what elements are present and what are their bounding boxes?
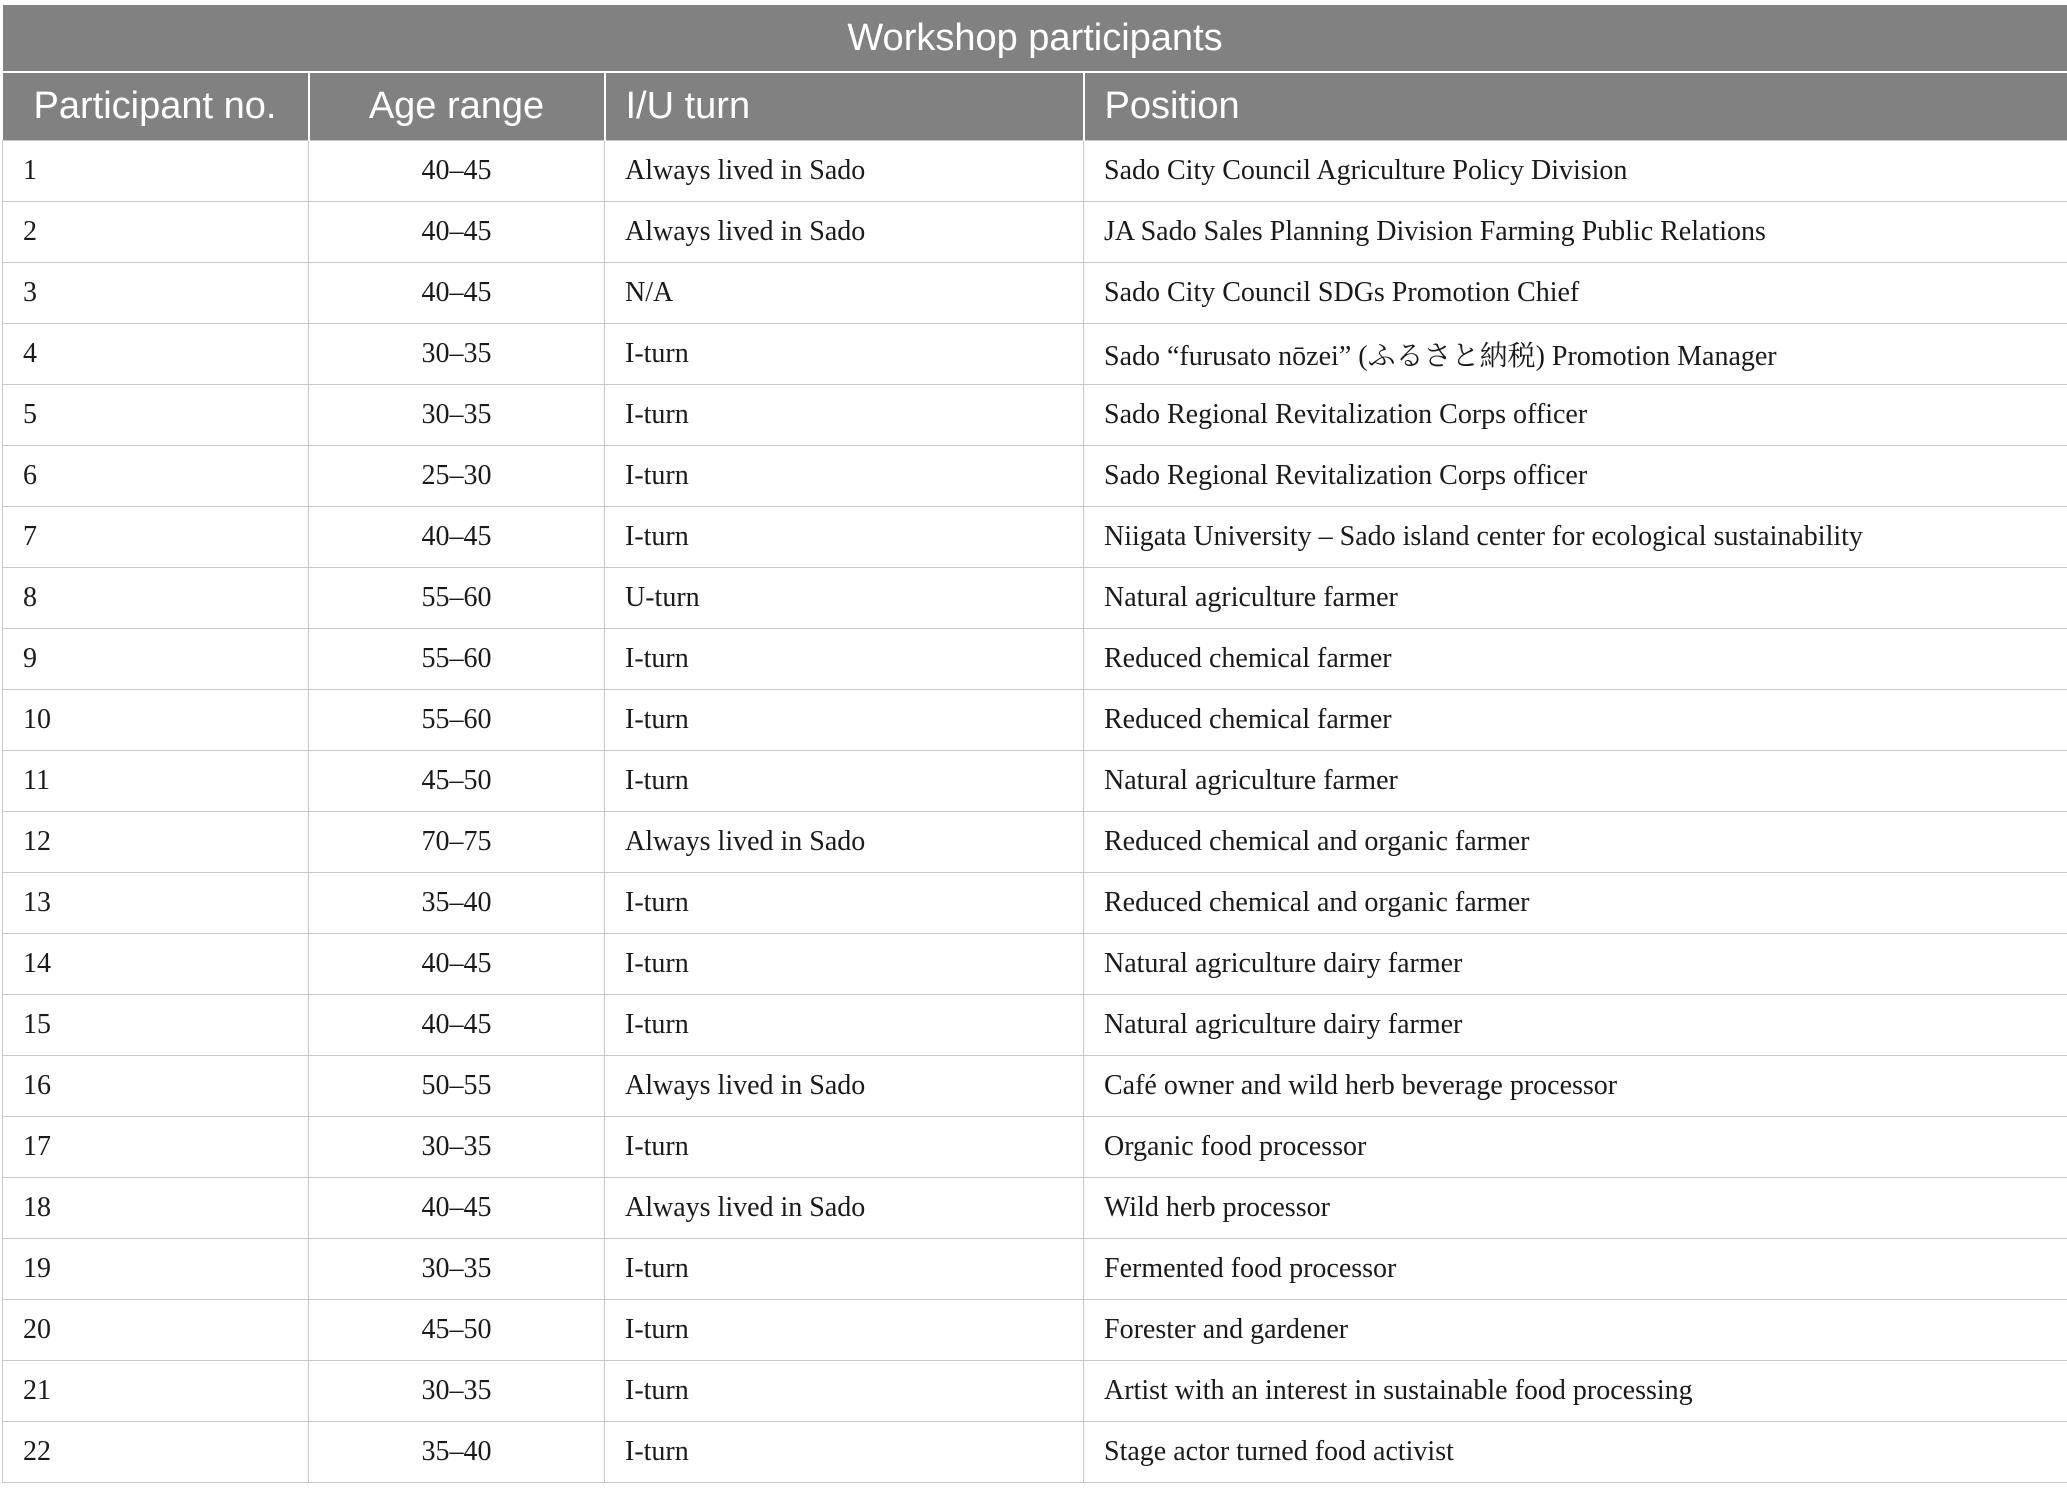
- iu-turn-cell: Always lived in Sado: [605, 812, 1084, 873]
- iu-turn-cell: I-turn: [605, 751, 1084, 812]
- table-body: [3, 141, 2067, 1483]
- table-row: [3, 995, 2067, 1056]
- table-row: [3, 1178, 2067, 1239]
- iu-turn-cell: I-turn: [605, 995, 1084, 1056]
- position-cell: Fermented food processor: [1084, 1239, 2067, 1300]
- position-cell: Sado City Council Agriculture Policy Division: [1084, 141, 2067, 202]
- table-row: [3, 812, 2067, 873]
- age-range-cell: 55–60: [309, 629, 605, 690]
- participant-no-cell: 11: [3, 751, 309, 812]
- column-header-row: [3, 72, 2067, 141]
- age-range-cell: 45–50: [309, 1300, 605, 1361]
- participant-no-cell: 1: [3, 141, 309, 202]
- position-cell: Sado Regional Revitalization Corps officer: [1084, 446, 2067, 507]
- participant-no-cell: 2: [3, 202, 309, 263]
- participant-no-cell: 15: [3, 995, 309, 1056]
- table-row: [3, 751, 2067, 812]
- table-row: [3, 141, 2067, 202]
- table-row: [3, 324, 2067, 385]
- position-cell: Stage actor turned food activist: [1084, 1422, 2067, 1483]
- participant-no-cell: 10: [3, 690, 309, 751]
- iu-turn-cell: I-turn: [605, 507, 1084, 568]
- participant-no-cell: 19: [3, 1239, 309, 1300]
- iu-turn-cell: I-turn: [605, 690, 1084, 751]
- position-cell: JA Sado Sales Planning Division Farming Public Relations: [1084, 202, 2067, 263]
- participant-no-cell: 17: [3, 1117, 309, 1178]
- table-row: [3, 1239, 2067, 1300]
- table-title-row: [3, 5, 2067, 72]
- age-range-cell: 55–60: [309, 690, 605, 751]
- table-row: [3, 1300, 2067, 1361]
- position-cell: Sado Regional Revitalization Corps officer: [1084, 385, 2067, 446]
- age-range-cell: 40–45: [309, 507, 605, 568]
- participant-no-cell: 6: [3, 446, 309, 507]
- table-row: [3, 385, 2067, 446]
- position-cell: Reduced chemical and organic farmer: [1084, 873, 2067, 934]
- table-row: [3, 1361, 2067, 1422]
- table-row: [3, 202, 2067, 263]
- participant-no-cell: 7: [3, 507, 309, 568]
- age-range-cell: 30–35: [309, 1117, 605, 1178]
- position-cell: Natural agriculture dairy farmer: [1084, 995, 2067, 1056]
- iu-turn-cell: Always lived in Sado: [605, 1178, 1084, 1239]
- table-row: [3, 690, 2067, 751]
- age-range-cell: 55–60: [309, 568, 605, 629]
- age-range-cell: 30–35: [309, 1361, 605, 1422]
- table-row: [3, 507, 2067, 568]
- position-cell: Artist with an interest in sustainable food processing: [1084, 1361, 2067, 1422]
- age-range-cell: 35–40: [309, 1422, 605, 1483]
- age-range-cell: 30–35: [309, 385, 605, 446]
- age-range-cell: 40–45: [309, 141, 605, 202]
- iu-turn-cell: I-turn: [605, 1361, 1084, 1422]
- position-cell: Natural agriculture farmer: [1084, 751, 2067, 812]
- position-cell: Organic food processor: [1084, 1117, 2067, 1178]
- iu-turn-cell: I-turn: [605, 1422, 1084, 1483]
- age-range-cell: 40–45: [309, 995, 605, 1056]
- iu-turn-cell: I-turn: [605, 1300, 1084, 1361]
- position-cell: Wild herb processor: [1084, 1178, 2067, 1239]
- iu-turn-cell: Always lived in Sado: [605, 1056, 1084, 1117]
- table-row: [3, 446, 2067, 507]
- iu-turn-cell: N/A: [605, 263, 1084, 324]
- age-range-cell: 40–45: [309, 263, 605, 324]
- participant-no-cell: 9: [3, 629, 309, 690]
- column-header-iu-turn: I/U turn: [605, 72, 1084, 141]
- table-row: [3, 1056, 2067, 1117]
- position-cell: Reduced chemical and organic farmer: [1084, 812, 2067, 873]
- participant-no-cell: 13: [3, 873, 309, 934]
- participant-no-cell: 18: [3, 1178, 309, 1239]
- position-cell: Niigata University – Sado island center for ecological sustainability: [1084, 507, 2067, 568]
- table-row: [3, 934, 2067, 995]
- participant-no-cell: 20: [3, 1300, 309, 1361]
- position-cell: Café owner and wild herb beverage processor: [1084, 1056, 2067, 1117]
- column-header-participant-no: Participant no.: [3, 72, 309, 141]
- position-cell: Forester and gardener: [1084, 1300, 2067, 1361]
- iu-turn-cell: Always lived in Sado: [605, 141, 1084, 202]
- age-range-cell: 45–50: [309, 751, 605, 812]
- participant-no-cell: 21: [3, 1361, 309, 1422]
- age-range-cell: 70–75: [309, 812, 605, 873]
- position-cell: Natural agriculture dairy farmer: [1084, 934, 2067, 995]
- participants-table: [2, 5, 2067, 1483]
- participant-no-cell: 14: [3, 934, 309, 995]
- iu-turn-cell: I-turn: [605, 1117, 1084, 1178]
- iu-turn-cell: U-turn: [605, 568, 1084, 629]
- iu-turn-cell: I-turn: [605, 873, 1084, 934]
- iu-turn-cell: I-turn: [605, 629, 1084, 690]
- position-cell: Sado “furusato nōzei” (ふるさと納税) Promotion Manager: [1084, 324, 2067, 385]
- age-range-cell: 25–30: [309, 446, 605, 507]
- participant-no-cell: 22: [3, 1422, 309, 1483]
- participant-no-cell: 12: [3, 812, 309, 873]
- age-range-cell: 40–45: [309, 1178, 605, 1239]
- position-cell: Sado City Council SDGs Promotion Chief: [1084, 263, 2067, 324]
- column-header-age-range: Age range: [309, 72, 605, 141]
- column-header-position: Position: [1084, 72, 2067, 141]
- table-row: [3, 263, 2067, 324]
- age-range-cell: 50–55: [309, 1056, 605, 1117]
- table-row: [3, 568, 2067, 629]
- table-row: [3, 629, 2067, 690]
- iu-turn-cell: Always lived in Sado: [605, 202, 1084, 263]
- iu-turn-cell: I-turn: [605, 446, 1084, 507]
- position-cell: Natural agriculture farmer: [1084, 568, 2067, 629]
- participant-no-cell: 4: [3, 324, 309, 385]
- iu-turn-cell: I-turn: [605, 1239, 1084, 1300]
- table-row: [3, 1422, 2067, 1483]
- iu-turn-cell: I-turn: [605, 934, 1084, 995]
- age-range-cell: 30–35: [309, 1239, 605, 1300]
- age-range-cell: 30–35: [309, 324, 605, 385]
- participant-no-cell: 8: [3, 568, 309, 629]
- iu-turn-cell: I-turn: [605, 385, 1084, 446]
- table-row: [3, 1117, 2067, 1178]
- age-range-cell: 40–45: [309, 934, 605, 995]
- age-range-cell: 40–45: [309, 202, 605, 263]
- participant-no-cell: 5: [3, 385, 309, 446]
- table-title: Workshop participants: [3, 5, 2067, 72]
- participant-no-cell: 3: [3, 263, 309, 324]
- participants-table-container: [2, 5, 2067, 1483]
- table-row: [3, 873, 2067, 934]
- participant-no-cell: 16: [3, 1056, 309, 1117]
- position-cell: Reduced chemical farmer: [1084, 690, 2067, 751]
- iu-turn-cell: I-turn: [605, 324, 1084, 385]
- position-cell: Reduced chemical farmer: [1084, 629, 2067, 690]
- age-range-cell: 35–40: [309, 873, 605, 934]
